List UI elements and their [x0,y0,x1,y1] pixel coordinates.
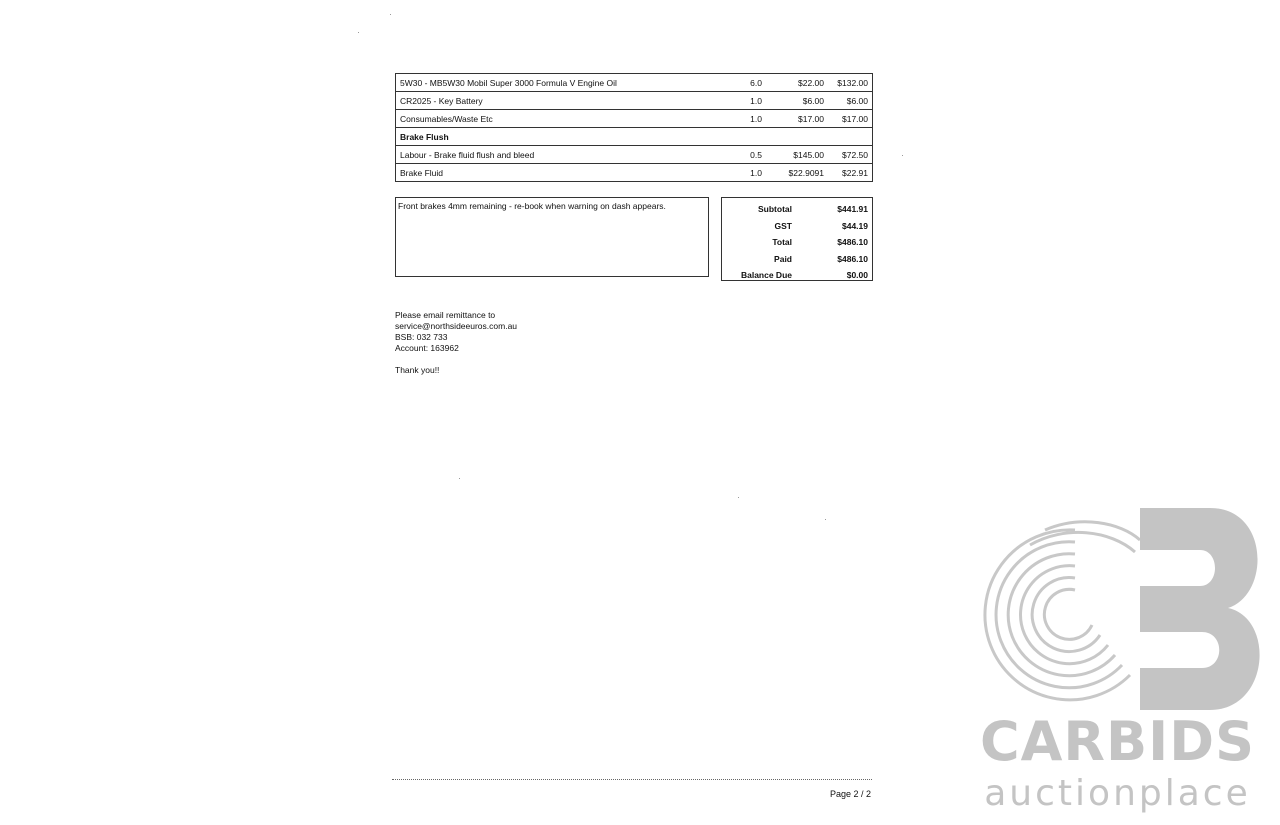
item-line-total: $22.91 [828,164,873,182]
item-description: Brake Fluid [396,164,725,182]
scan-speck [738,497,739,498]
item-unit-price: $17.00 [766,110,828,128]
item-quantity: 1.0 [724,110,766,128]
thank-you-note: Thank you!! [395,365,440,375]
remittance-bsb: BSB: 032 733 [395,332,448,342]
totals-value: $44.19 [842,220,868,231]
totals-value: $441.91 [837,204,868,215]
section-header-row [396,128,873,146]
scan-speck [459,478,460,479]
table-row [396,74,873,92]
table-row [396,164,873,182]
scan-speck [902,155,903,156]
line-items-table [395,73,873,182]
watermark-brand: CARBIDS [980,710,1255,773]
item-unit-price: $6.00 [766,92,828,110]
remittance-instruction: Please email remittance to [395,310,496,320]
totals-row-subtotal [722,201,872,218]
notes-box [395,197,709,277]
item-unit-price: $22.9091 [766,164,828,182]
totals-row-paid [722,251,872,268]
item-unit-price: $22.00 [766,74,828,92]
totals-box [721,197,873,281]
table-row [396,110,873,128]
notes-text: Front brakes 4mm remaining - re-book when warning on dash appears. [398,201,666,211]
totals-label: Subtotal [758,204,792,215]
item-line-total: $6.00 [828,92,873,110]
item-line-total: $17.00 [828,110,873,128]
totals-row-total [722,234,872,251]
totals-row-gst [722,218,872,235]
totals-label: Total [772,237,792,248]
remittance-account: Account: 163962 [395,343,459,353]
item-description: Labour - Brake fluid flush and bleed [396,146,725,164]
scan-speck [825,519,826,520]
remittance-email: service@northsideeuros.com.au [395,321,518,331]
item-quantity: 6.0 [724,74,766,92]
item-line-total: $132.00 [828,74,873,92]
watermark-tagline: auctionplace [984,773,1251,814]
remittance-block [395,310,517,376]
fingerprint-b-logo-icon [970,500,1260,720]
table-row [396,92,873,110]
item-description: Consumables/Waste Etc [396,110,725,128]
totals-row-balance-due [722,267,872,284]
page-number: Page 2 / 2 [830,789,872,799]
section-title: Brake Flush [396,128,873,146]
table-row [396,146,873,164]
totals-label: GST [774,220,792,231]
totals-value: $486.10 [837,237,868,248]
item-description: CR2025 - Key Battery [396,92,725,110]
totals-label: Paid [774,253,792,264]
totals-value: $486.10 [837,253,868,264]
item-description: 5W30 - MB5W30 Mobil Super 3000 Formula V Engine Oil [396,74,725,92]
footer-divider [392,779,872,780]
scan-speck [358,32,359,33]
item-quantity: 1.0 [724,92,766,110]
totals-value: $0.00 [846,270,868,281]
scan-speck [390,14,391,15]
totals-label: Balance Due [740,270,792,281]
item-unit-price: $145.00 [766,146,828,164]
item-quantity: 1.0 [724,164,766,182]
item-quantity: 0.5 [724,146,766,164]
item-line-total: $72.50 [828,146,873,164]
